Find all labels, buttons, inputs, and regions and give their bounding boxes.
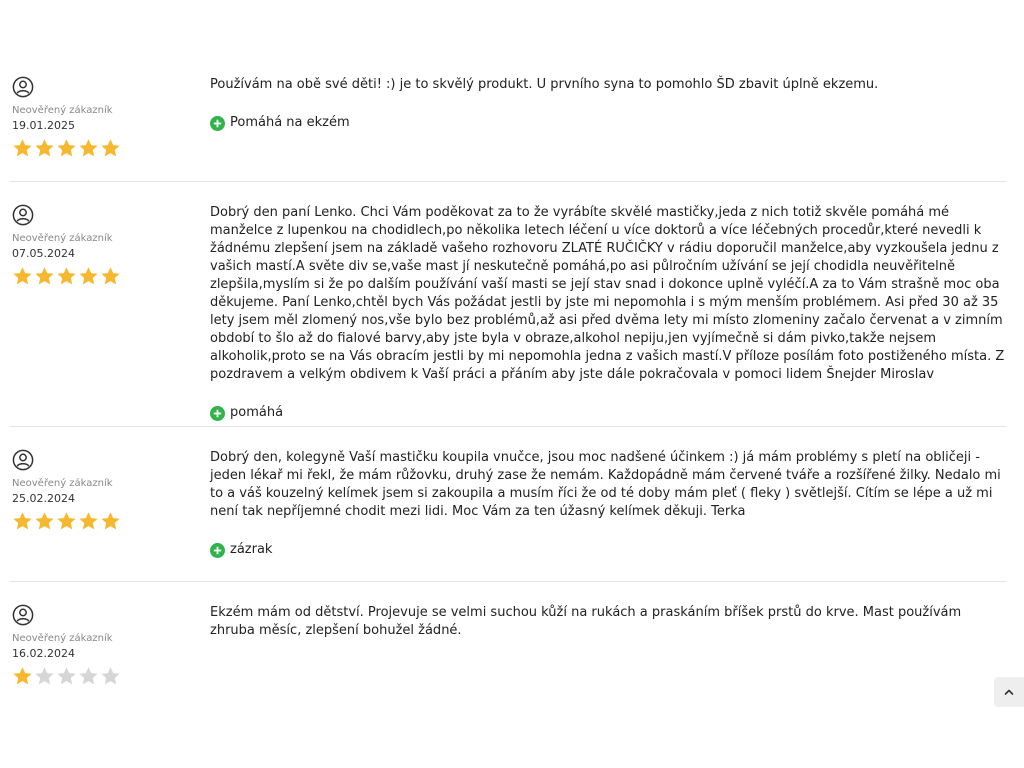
review-text: Ekzém mám od dětství. Projevuje se velmi suchou kůží na rukách a praskáním bříšek prstů do krve. Mast používám zhruba měsíc, zlepšení bohužel žádné. (210, 605, 962, 638)
review-date: 16.02.2024 (12, 647, 75, 660)
star-icon (56, 138, 77, 159)
review-date: 07.05.2024 (12, 247, 75, 260)
star-icon (100, 266, 121, 287)
customer-label: Neověřený zákazník (12, 105, 113, 116)
review-list (10, 66, 1006, 706)
star-icon (78, 511, 99, 532)
review-text: Dobrý den paní Lenko. Chci Vám poděkovat za to že vyrábíte skvělé mastičky,jeda z nich totiž skvěle pomáhá mé manželce z lupenkou na chodidlech,po několika letech léčení u více doktorů a více léčebných procedůr,které nevedli k žádnému zlepšení jsem na základě vašeho rozhovoru ZLATÉ RUČIČKY v rádiu doporučil manželce,aby vyzkoušela jednu z vašich mastí.A světe div se,vaše mast jí neskutečně pomáhá,po asi půlročním užívání se její chodidla neuvěřitelně zlepšila,myslím si že po dalším používání vaší masti se její stav snad i dokonce uplně vyléčí.A za to Vám strašně moc oba děkujeme. Paní Lenko,chtěl bych Vás požádat jestli by jste mi nepomohla i s mým menším problémem. Asi před 30 až 35 lety jsem měl zlomený nos,vše bylo bez problémů,až asi před dvěma lety mi místo zlomeniny začalo červenat a v zimním období to šlo až do fialové barvy,aby jste byla v obraze,alkohol nepiju,jen vyjímečně si dám pivko,takže nejsem alkoholik,proto se na Vás obracím jestli by mi nepomohla jedna z vašich mastí.V příloze posílám foto postiženého místa. Z pozdravem a velkým obdivem k Vaší práci a přáním aby jste dále pokračovala v pomoci lidem Šnejder Miroslav (210, 205, 1005, 382)
review-pro-label: pomáhá (230, 405, 284, 420)
star-icon (34, 666, 55, 687)
review-body (210, 204, 1006, 426)
star-icon (100, 666, 121, 687)
star-icon (12, 511, 33, 532)
star-icon (78, 266, 99, 287)
star-rating (12, 138, 210, 159)
review-item (10, 66, 1006, 182)
star-icon (56, 511, 77, 532)
star-icon (34, 511, 55, 532)
plus-circle-icon (210, 116, 225, 131)
user-circle-icon (12, 449, 34, 471)
review-meta (10, 76, 210, 181)
review-meta (10, 204, 210, 426)
customer-label: Neověřený zákazník (12, 633, 113, 644)
star-rating (12, 266, 210, 287)
star-icon (12, 666, 33, 687)
review-text: Dobrý den, kolegyně Vaší mastičku koupila vnučce, jsou moc nadšené účinkem :) já mám problémy s pletí na obličeji - jeden lékař mi řekl, že mám růžovku, druhý zase že nemám. Každopádně mám červené tváře a rozšířené žilky. Nedalo mi to a váš kouzelný kelímek jsem si zakoupila a musím říci že od té doby mám pleť ( fleky ) světlejší. Cítím se lépe a už mi není tak nepříjemné chodit mezi lidi. Moc Vám za ten úžasný kelímek děkuji. Terka (210, 450, 1001, 519)
star-icon (78, 666, 99, 687)
review-pro-label: Pomáhá na ekzém (230, 115, 350, 130)
review-pro (210, 541, 1006, 559)
review-pro (210, 404, 1006, 422)
star-icon (56, 666, 77, 687)
star-icon (34, 266, 55, 287)
star-rating (12, 666, 210, 687)
star-icon (100, 138, 121, 159)
review-date: 19.01.2025 (12, 119, 75, 132)
plus-circle-icon (210, 406, 225, 421)
customer-label: Neověřený zákazník (12, 478, 113, 489)
star-icon (12, 138, 33, 159)
star-icon (56, 266, 77, 287)
review-item (10, 427, 1006, 582)
review-meta (10, 449, 210, 581)
review-pro (210, 114, 1006, 132)
bottom-fade (0, 700, 1024, 710)
user-circle-icon (12, 604, 34, 626)
review-body (210, 604, 1006, 706)
review-pro-label: zázrak (230, 542, 273, 557)
scroll-to-top-button[interactable] (994, 677, 1024, 707)
review-body (210, 76, 1006, 181)
star-icon (12, 266, 33, 287)
review-meta (10, 604, 210, 706)
chevron-up-icon (1003, 686, 1015, 698)
customer-label: Neověřený zákazník (12, 233, 113, 244)
user-circle-icon (12, 204, 34, 226)
review-item (10, 582, 1006, 706)
review-text: Používám na obě své děti! :) je to skvělý produkt. U prvního syna to pomohlo ŠD zbavit úplně ekzemu. (210, 77, 879, 92)
star-icon (34, 138, 55, 159)
star-rating (12, 511, 210, 532)
star-icon (78, 138, 99, 159)
plus-circle-icon (210, 543, 225, 558)
review-item (10, 182, 1006, 427)
user-circle-icon (12, 76, 34, 98)
star-icon (100, 511, 121, 532)
review-body (210, 449, 1006, 581)
review-date: 25.02.2024 (12, 492, 75, 505)
